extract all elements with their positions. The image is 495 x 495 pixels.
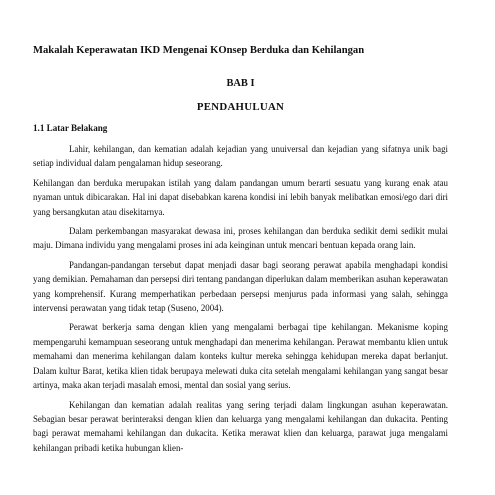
chapter-title: PENDAHULUAN (196, 101, 285, 113)
chapter-number: BAB I (226, 78, 255, 89)
document-title: Makalah Keperawatan IKD Mengenai KOnsep Berduka dan Kehilangan (33, 45, 365, 56)
paragraph: Perawat berkerja sama dengan klien yang mengalami berbagai tipe kehilangan. Mekanisme koping mempengaruhi kemampuan seseorang untuk menghadapi dan menerima kehilangan. Perawat membantu klien untuk memahami dan menerima kehilangan dalam konteks kultur mereka sehingga kehidupan mereka dapat berlanjut. Dalam kultur Barat, ketika klien tidak berupaya melewati duka cita setelah mengalami kehilangan yang sangat besar artinya, maka akan terjadi masalah emosi, mental dan sosial yang serius. (33, 322, 448, 391)
paragraph: Kehilangan dan kematian adalah realitas yang sering terjadi dalam lingkungan asuhan keperawatan. Sebagian besar perawat berinteraksi dengan klien dan keluarga yang mengalami kehilangan dan dukacita. Penting bagi perawat memahami kehilangan dan dukacita. Ketika merawat klien dan keluarga, parawat juga mengalami kehilangan pribadi ketika hubungan klien- (33, 399, 448, 453)
paragraph: Dalam perkembangan masyarakat dewasa ini, proses kehilangan dan berduka sedikit demi sedikit mulai maju. Dimana individu yang mengalami proses ini ada keinginan untuk mencari bentuan kepada orang lain. (33, 226, 448, 251)
paragraph: Pandangan-pandangan tersebut dapat menjadi dasar bagi seorang perawat apabila menghadapi kondisi yang demikian. Pemahaman dan persepsi diri tentang pandangan diperlukan dalam memberikan asuhan keperawatan yang komprehensif. Kurang memperhatikan perbedaan persepsi menjurus pada informasi yang salah, sehingga intervensi perawatan yang tidak tetap (Suseno, 2004). (33, 259, 448, 314)
section-heading: 1.1 Latar Belakang (33, 123, 108, 133)
paragraph: Lahir, kehilangan, dan kematian adalah kejadian yang unuiversal dan kejadian yang sifatnya unik bagi setiap individual dalam pengalaman hidup seseorang. (33, 144, 448, 169)
paragraph: Kehilangan dan berduka merupakan istilah yang dalam pandangan umum berarti sesuatu yang kurang enak atau nyaman untuk dibicarakan. Hal ini dapat disebabkan karena kondisi ini lebih banyak melibatkan emosi/ego dari diri yang bersangkutan atau disekitarnya. (33, 177, 448, 217)
